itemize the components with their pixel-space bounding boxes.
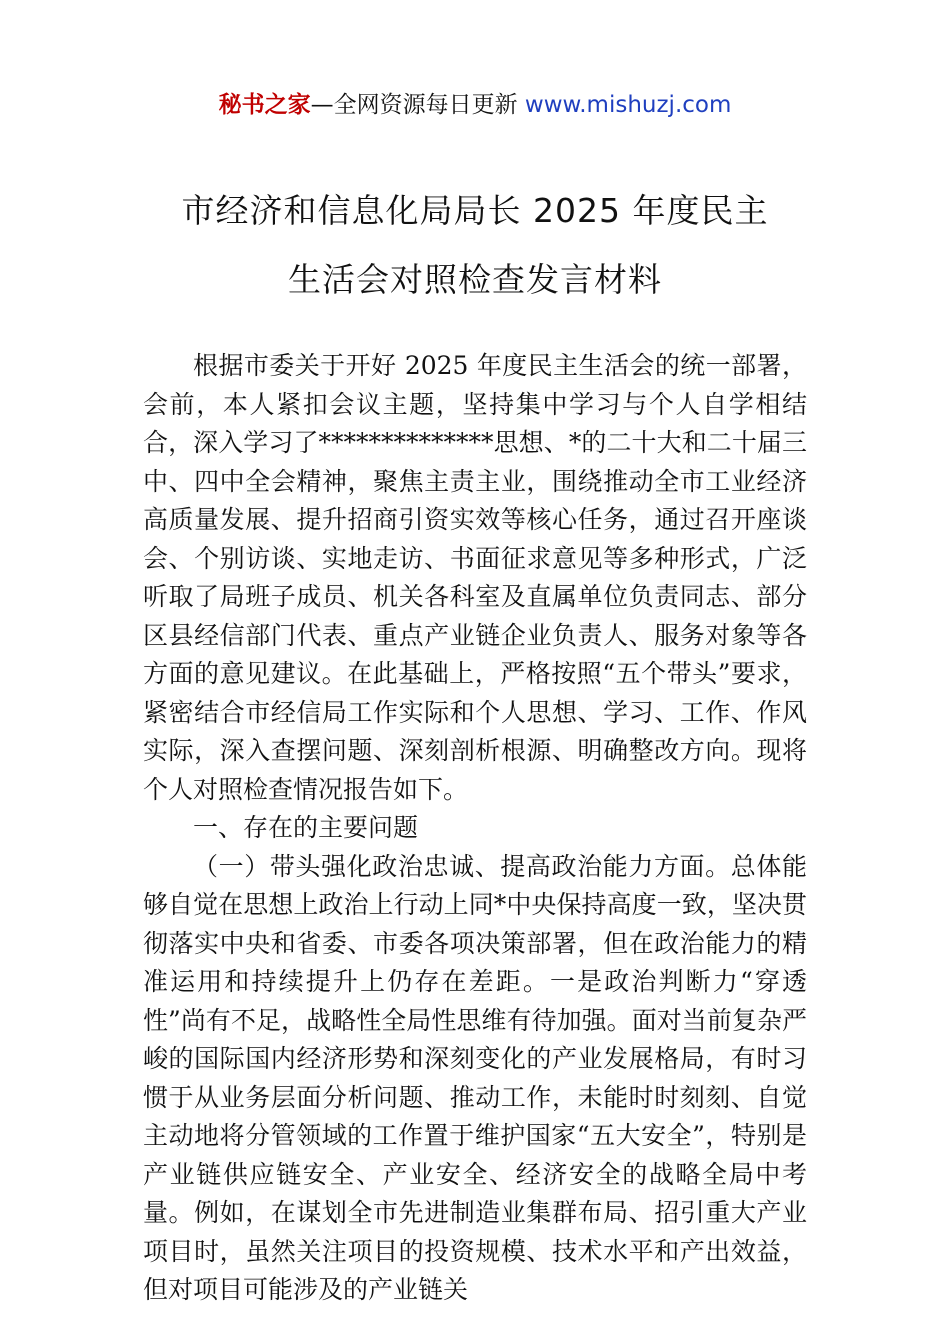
brand-name: 秘书之家 [218, 92, 311, 118]
site-url-link[interactable]: www.mishuzj.com [524, 92, 732, 118]
document-title-line-1: 市经济和信息化局局长 2025 年度民主 [181, 191, 769, 230]
header-tagline: —全网资源每日更新 [310, 92, 525, 118]
section-heading: 一、存在的主要问题 [193, 813, 419, 842]
section-paragraph: （一）带头强化政治忠诚、提高政治能力方面。总体能够自觉在思想上政治上行动上同*中央保持高度一致，坚决贯彻落实中央和省委、市委各项决策部署，但在政治能力的精准运用和持续提升上仍存在差距。一是政治判断力“穿透性”尚有不足，战略性全局性思维有待加强。面对当前复杂严峻的国际国内经济形势和深刻变化的产业发展格局，有时习惯于从业务层面分析问题、推动工作，未能时时刻刻、自觉主动地将分管领域的工作置于维护国家“五大安全”，特别是产业链供应链安全、产业安全、经济安全的战略全局中考量。例如，在谋划全市先进制造业集群布局、招引重大产业项目时，虽然关注项目的投资规模、技术水平和产出效益，但对项目可能涉及的产业链关 [143, 851, 807, 1304]
site-header [0, 88, 950, 122]
document-body [143, 347, 807, 1310]
document-title-line-2: 生活会对照检查发言材料 [288, 260, 662, 299]
intro-paragraph: 根据市委关于开好 2025 年度民主生活会的统一部署，会前，本人紧扣会议主题，坚持集中学习与个人自学相结合，深入学习了**************思想、*的二十大和二十届三中、四中全会精神，聚焦主责主业，围绕推动全市工业经济高质量发展、提升招商引资实效等核心任务，通过召开座谈会、个别访谈、实地走访、书面征求意见等多种形式，广泛听取了局班子成员、机关各科室及直属单位负责同志、部分区县经信部门代表、重点产业链企业负责人、服务对象等各方面的意见建议。在此基础上，严格按照“五个带头”要求，紧密结合市经信局工作实际和个人思想、学习、工作、作风实际，深入查摆问题、深刻剖析根源、明确整改方向。现将个人对照检查情况报告如下。 [143, 351, 807, 804]
